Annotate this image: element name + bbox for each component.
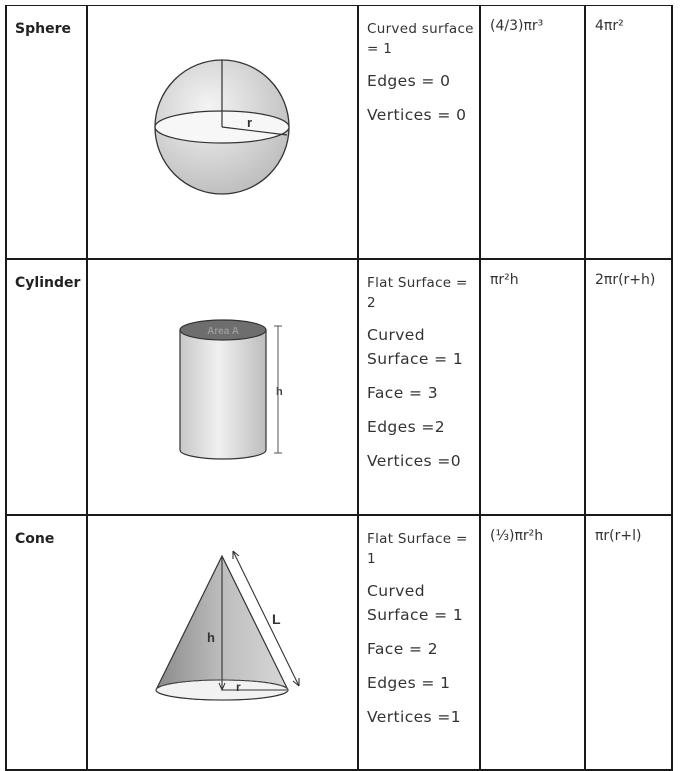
cone-diagram: [88, 516, 357, 769]
sphere-radius-label: r: [247, 115, 253, 130]
property-line: Vertices =0: [367, 452, 462, 470]
cylinder-properties: [358, 259, 480, 515]
sphere-figure-cell: [87, 6, 358, 260]
cylinder-body: [180, 330, 266, 459]
cylinder-area-label: Area A: [207, 326, 239, 337]
cylinder-height-label: h: [276, 386, 283, 398]
table-row-sphere: [6, 6, 672, 260]
property-line: Curved Surface = 1: [367, 582, 464, 624]
volume-formula: (4/3)πr³: [480, 6, 585, 260]
property-line: Face = 2: [367, 640, 438, 658]
area-formula: 2πr(r+h): [585, 259, 672, 515]
property-line: Edges = 0: [367, 72, 451, 90]
shape-name: Sphere: [6, 6, 87, 260]
property-line: Vertices =1: [367, 708, 462, 726]
area-formula: 4πr²: [585, 6, 672, 260]
cylinder-figure-cell: [87, 259, 358, 515]
sphere-diagram: [88, 6, 357, 258]
property-line: Flat Surface = 1: [367, 531, 468, 567]
table-row-cone: [6, 515, 672, 770]
property-line: Flat Surface = 2: [367, 275, 468, 311]
property-line: Curved Surface = 1: [367, 326, 464, 368]
shape-name: Cylinder: [6, 259, 87, 515]
shape-name: Cone: [6, 515, 87, 770]
property-line: Edges = 1: [367, 674, 451, 692]
cone-properties: [358, 515, 480, 770]
sphere-properties: [358, 6, 480, 260]
cone-height-label: h: [207, 630, 215, 645]
cone-slant-label: L: [272, 611, 281, 627]
property-line: Face = 3: [367, 384, 438, 402]
property-line: Edges =2: [367, 418, 446, 436]
solids-table: [5, 5, 673, 771]
cylinder-diagram: [88, 260, 357, 514]
volume-formula: (⅓)πr²h: [480, 515, 585, 770]
property-line: Curved surface = 1: [367, 21, 474, 57]
area-formula: πr(r+l): [585, 515, 672, 770]
property-line: Vertices = 0: [367, 106, 467, 124]
volume-formula: πr²h: [480, 259, 585, 515]
cone-radius-label: r: [236, 680, 241, 694]
cone-figure-cell: [87, 515, 358, 770]
table-row-cylinder: [6, 259, 672, 515]
